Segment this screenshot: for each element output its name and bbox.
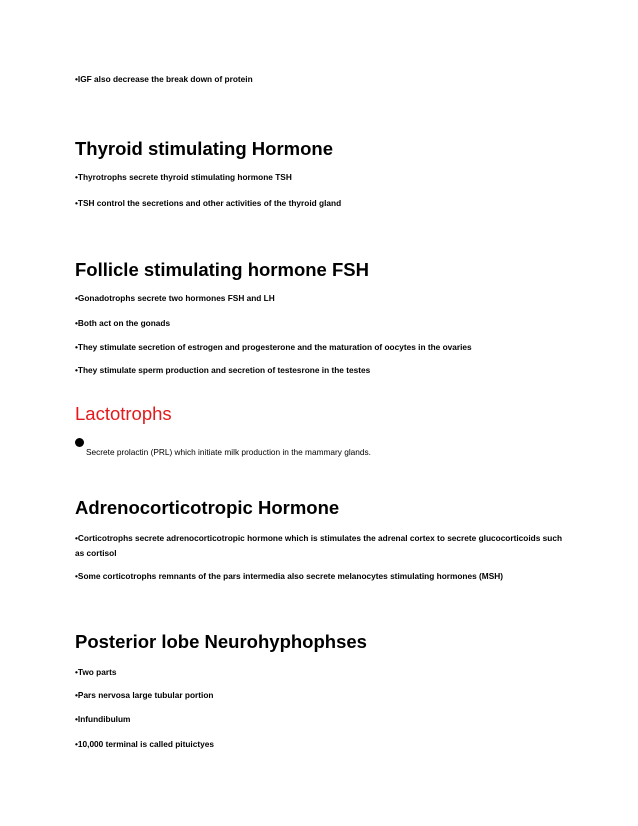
fsh-item-1: •Gonadotrophs secrete two hormones FSH and LH [75,293,275,303]
lactotrophs-heading: Lactotrophs [75,403,172,424]
fsh-item-3: •They stimulate secretion of estrogen and progesterone and the maturation of oocytes in the ovaries [75,342,472,352]
tsh-item-1: •Thyrotrophs secrete thyroid stimulating hormone TSH [75,172,292,182]
lactotrophs-text: Secrete prolactin (PRL) which initiate milk production in the mammary glands. [86,447,371,457]
fsh-item-4: •They stimulate sperm production and secretion of testesrone in the testes [75,365,371,375]
acth-heading: Adrenocorticotropic Hormone [75,497,340,518]
posterior-item-3: •Infundibulum [75,714,131,724]
acth-item-2: •Some corticotrophs remnants of the pars intermedia also secrete melanocytes stimulating hormones (MSH) [75,571,503,581]
tsh-heading: Thyroid stimulating Hormone [75,138,333,159]
posterior-item-2: •Pars nervosa large tubular portion [75,690,214,700]
bullet-dot-icon [75,438,84,447]
fsh-heading: Follicle stimulating hormone FSH [75,259,369,280]
posterior-item-1: •Two parts [75,667,117,677]
fsh-item-2: •Both act on the gonads [75,318,171,328]
acth-item-1: •Corticotrophs secrete adrenocorticotropic hormone which is stimulates the adrenal cortex to secrete glucocorticoids such as cortisol [75,533,563,558]
posterior-heading: Posterior lobe Neurohyphophses [75,631,367,652]
posterior-item-4: •10,000 terminal is called pituictyes [75,739,214,749]
tsh-item-2: •TSH control the secretions and other activities of the thyroid gland [75,198,342,208]
intro-line: •IGF also decrease the break down of protein [75,74,253,84]
